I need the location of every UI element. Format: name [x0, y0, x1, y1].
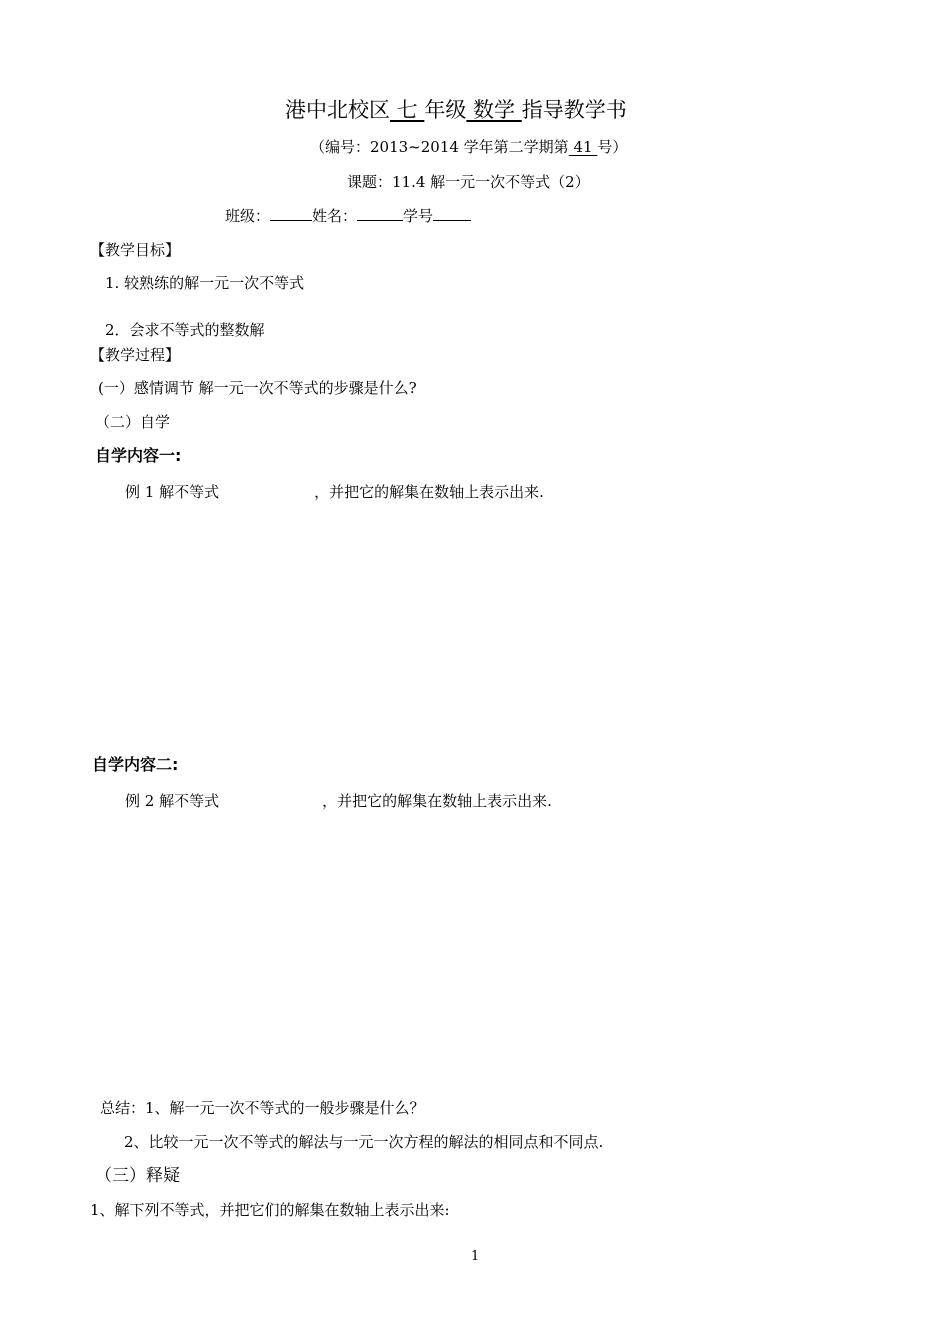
grade-value: 七	[390, 98, 425, 122]
process-step-1: (一）感情调节 解一元一次不等式的步骤是什么?	[98, 379, 417, 397]
student-no-label: 学号	[403, 207, 434, 225]
process-step-2: （二）自学	[95, 413, 171, 431]
example-1-label: 例 1 解不等式	[125, 483, 220, 501]
example-2	[125, 791, 552, 811]
summary-2: 2、比较一元一次不等式的解法与一元一次方程的解法的相同点和不同点.	[124, 1133, 604, 1151]
serial-line	[310, 137, 627, 157]
student-no-blank[interactable]	[433, 206, 471, 221]
name-blank[interactable]	[357, 206, 403, 221]
class-blank[interactable]	[270, 206, 312, 221]
example-2-rest: ，并把它的解集在数轴上表示出来.	[322, 792, 552, 810]
self-study-2-heading: 自学内容二:	[92, 755, 179, 774]
serial-number: 41	[568, 138, 598, 156]
name-label: 姓名：	[312, 207, 358, 225]
student-info-line	[225, 206, 471, 226]
lesson-title: 课题：11.4 解一元一次不等式（2）	[347, 173, 590, 191]
process-heading: 【教学过程】	[90, 346, 181, 364]
self-study-1-heading: 自学内容一:	[95, 446, 182, 465]
document-title	[285, 97, 627, 123]
process-step-3: （三）释疑	[95, 1166, 180, 1186]
book-label: 指导教学书	[521, 98, 627, 122]
school-name: 港中北校区	[285, 98, 390, 122]
summary-1: 总结：1、解一元一次不等式的一般步骤是什么？	[100, 1099, 425, 1117]
example-1	[125, 482, 544, 502]
serial-prefix: （编号：2013~2014 学年第二学期第	[310, 138, 569, 156]
subject-value: 数学	[466, 98, 522, 122]
goal-item-1: 1. 较熟练的解一元一次不等式	[105, 274, 305, 292]
serial-suffix: 号）	[597, 138, 628, 156]
example-1-rest: ，并把它的解集在数轴上表示出来.	[314, 483, 544, 501]
page-number: 1	[471, 1249, 480, 1264]
example-2-label: 例 2 解不等式	[125, 792, 220, 810]
grade-suffix: 年级	[424, 98, 467, 122]
class-label: 班级：	[225, 207, 271, 225]
exercise-1: 1、解下列不等式，并把它们的解集在数轴上表示出来:	[90, 1201, 450, 1219]
goal-item-2: 2．会求不等式的整数解	[105, 321, 265, 339]
goals-heading: 【教学目标】	[90, 241, 181, 259]
